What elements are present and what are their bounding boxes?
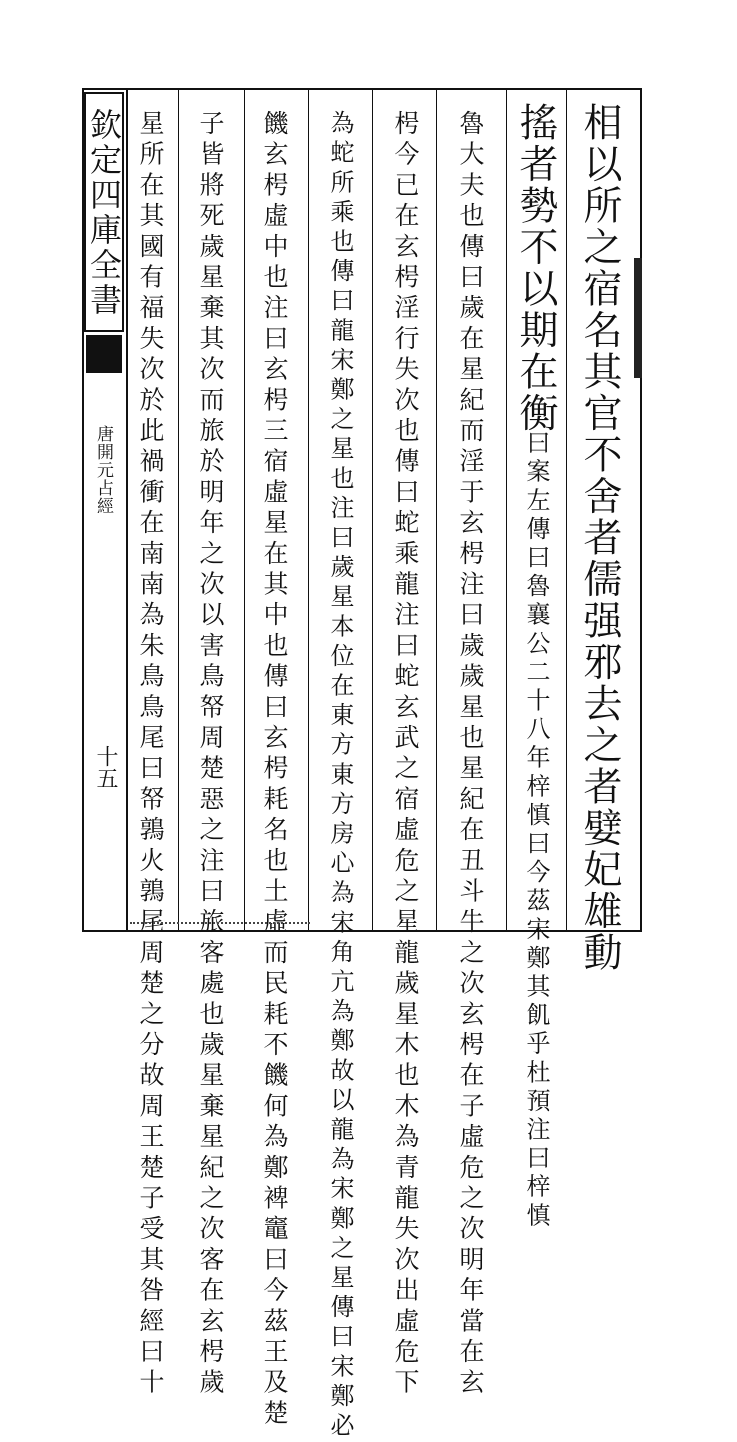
margin-divider	[126, 88, 128, 932]
bottom-border	[82, 930, 642, 932]
book-title: 欽定四庫全書	[85, 108, 123, 318]
fish-tail-mark	[86, 335, 122, 373]
bottom-dotted-mark	[130, 912, 310, 924]
text-column-3: 魯大夫也傳曰歲在星紀而淫于玄枵注曰歲歲星也星紀在丑斗牛之次玄枵在子虛危之次明年當在玄	[456, 110, 485, 1400]
book-name: 唐開元占經	[93, 425, 113, 515]
text-column-6: 饑玄枵虛中也注曰玄枵三宿虛星在其中也傳曰玄枵耗名也土虛而民耗不饑何為鄭裨竈曰今茲王及楚	[260, 110, 289, 1431]
text-column-1: 相以所之宿名其官不舍者儒强邪去之者嬖妃雄動	[577, 102, 622, 974]
column-divider	[244, 88, 245, 932]
column-divider	[566, 88, 567, 932]
page-number: 十五	[93, 745, 118, 789]
text-column-4: 枵今已在玄枵淫行失次也傳曰蛇乘龍注曰蛇玄武之宿虛危之星龍歲星木也木為青龍失次出虛危下	[391, 110, 420, 1400]
page-edge-mark	[634, 258, 642, 378]
column-divider	[308, 88, 309, 932]
text-column-5: 為蛇所乘也傳曰龍宋鄭之星也注曰歲星本位在東方東方房心為宋角亢為鄭故以龍為宋鄭之星傳曰宋鄭必	[326, 110, 354, 1442]
text-column-8: 星所在其國有福失次於此禍衝在南南為朱鳥鳥尾曰帑鶉火鶉尾周楚之分故周王楚子受其咎經曰十	[136, 110, 165, 1400]
top-border	[82, 88, 642, 90]
text-column-2: 搖者勢不以期在衡	[513, 102, 558, 434]
column-divider	[178, 88, 179, 932]
right-border	[640, 88, 642, 932]
column-divider	[372, 88, 373, 932]
text-column-2-annotation: 曰案左傳曰魯襄公二十八年梓慎曰今茲宋鄭其飢乎杜預注曰梓慎	[522, 430, 550, 1231]
column-divider	[436, 88, 437, 932]
book-title-box	[84, 92, 124, 332]
text-column-7: 子皆將死歲星棄其次而旅於明年之次以害鳥帑周楚惡之注曰旅客處也歲星棄星紀之次客在玄枵歲	[196, 110, 225, 1400]
column-divider	[506, 88, 507, 932]
